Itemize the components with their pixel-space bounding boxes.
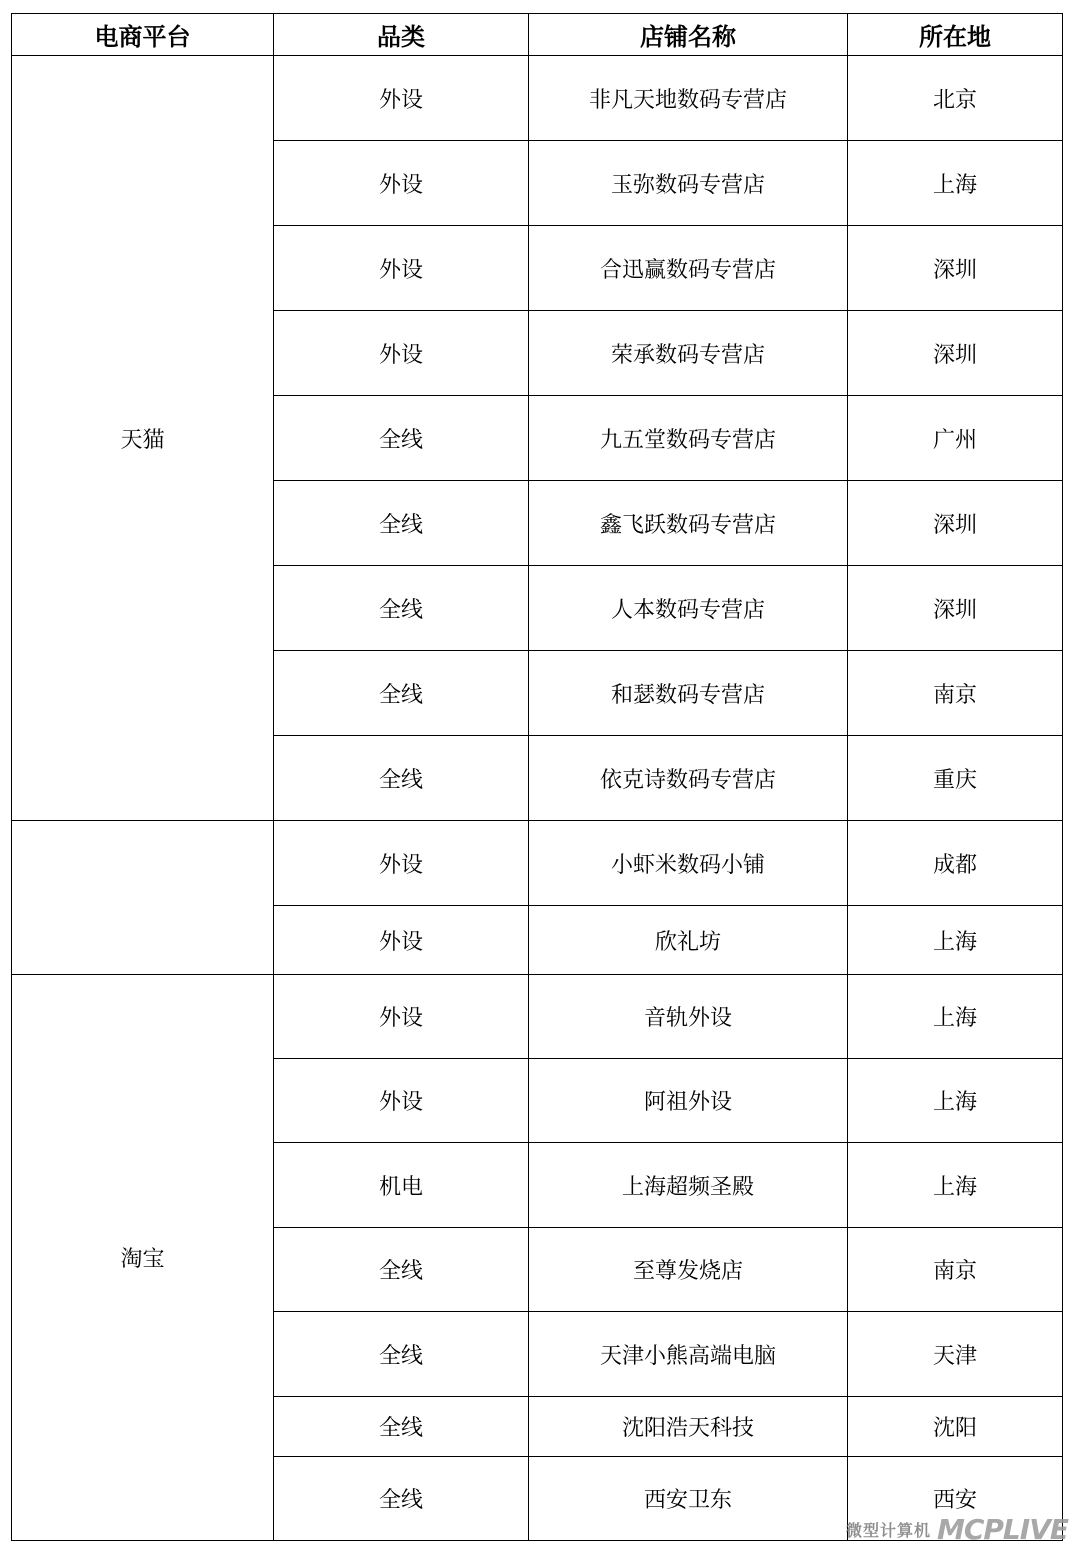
city-cell: 上海 [848, 141, 1063, 226]
watermark-logo: MCPLIVE [937, 1513, 1068, 1546]
store-cell: 依克诗数码专营店 [529, 736, 848, 821]
store-cell: 人本数码专营店 [529, 566, 848, 651]
store-cell: 阿祖外设 [529, 1059, 848, 1143]
category-cell: 外设 [274, 226, 529, 311]
store-cell: 天津小熊高端电脑 [529, 1312, 848, 1397]
store-cell: 欣礼坊 [529, 906, 848, 975]
header-category: 品类 [274, 14, 529, 56]
category-cell: 全线 [274, 1457, 529, 1541]
city-cell: 北京 [848, 56, 1063, 141]
city-cell: 深圳 [848, 566, 1063, 651]
category-cell: 全线 [274, 736, 529, 821]
header-platform: 电商平台 [12, 14, 274, 56]
store-cell: 上海超频圣殿 [529, 1143, 848, 1228]
city-cell: 上海 [848, 975, 1063, 1059]
platform-cell-tmall: 天猫 [12, 56, 274, 821]
store-cell: 荣承数码专营店 [529, 311, 848, 396]
category-cell: 外设 [274, 906, 529, 975]
category-cell: 外设 [274, 311, 529, 396]
table-row [12, 56, 1063, 141]
category-cell: 全线 [274, 396, 529, 481]
category-cell: 外设 [274, 1059, 529, 1143]
store-table-container [11, 13, 1063, 1541]
category-cell: 外设 [274, 141, 529, 226]
city-cell: 成都 [848, 821, 1063, 906]
category-cell: 全线 [274, 481, 529, 566]
city-cell: 广州 [848, 396, 1063, 481]
city-cell: 沈阳 [848, 1397, 1063, 1457]
city-cell: 南京 [848, 651, 1063, 736]
header-row [12, 14, 1063, 56]
platform-cell-taobao: 淘宝 [12, 975, 274, 1541]
city-cell: 天津 [848, 1312, 1063, 1397]
table-row [12, 821, 1063, 906]
city-cell: 深圳 [848, 481, 1063, 566]
header-store-name: 店铺名称 [529, 14, 848, 56]
category-cell: 全线 [274, 566, 529, 651]
category-cell: 外设 [274, 56, 529, 141]
category-cell: 全线 [274, 1397, 529, 1457]
store-cell: 非凡天地数码专营店 [529, 56, 848, 141]
city-cell: 深圳 [848, 311, 1063, 396]
store-cell: 鑫飞跃数码专营店 [529, 481, 848, 566]
table-row [12, 975, 1063, 1059]
store-cell: 合迅赢数码专营店 [529, 226, 848, 311]
platform-cell-blank [12, 821, 274, 975]
header-location: 所在地 [848, 14, 1063, 56]
city-cell: 上海 [848, 1143, 1063, 1228]
category-cell: 外设 [274, 821, 529, 906]
store-cell: 九五堂数码专营店 [529, 396, 848, 481]
store-cell: 至尊发烧店 [529, 1228, 848, 1312]
category-cell: 机电 [274, 1143, 529, 1228]
store-cell: 西安卫东 [529, 1457, 848, 1541]
category-cell: 全线 [274, 1312, 529, 1397]
store-cell: 音轨外设 [529, 975, 848, 1059]
store-cell: 沈阳浩天科技 [529, 1397, 848, 1457]
store-cell: 和瑟数码专营店 [529, 651, 848, 736]
store-cell: 小虾米数码小铺 [529, 821, 848, 906]
watermark-text: 微型计算机 [845, 1521, 931, 1540]
store-table [11, 13, 1063, 1541]
category-cell: 全线 [274, 651, 529, 736]
city-cell: 上海 [848, 906, 1063, 975]
city-cell: 西安 [848, 1457, 1063, 1541]
city-cell: 重庆 [848, 736, 1063, 821]
city-cell: 上海 [848, 1059, 1063, 1143]
category-cell: 全线 [274, 1228, 529, 1312]
city-cell: 深圳 [848, 226, 1063, 311]
watermark [846, 1513, 1068, 1546]
city-cell: 南京 [848, 1228, 1063, 1312]
store-cell: 玉弥数码专营店 [529, 141, 848, 226]
category-cell: 外设 [274, 975, 529, 1059]
